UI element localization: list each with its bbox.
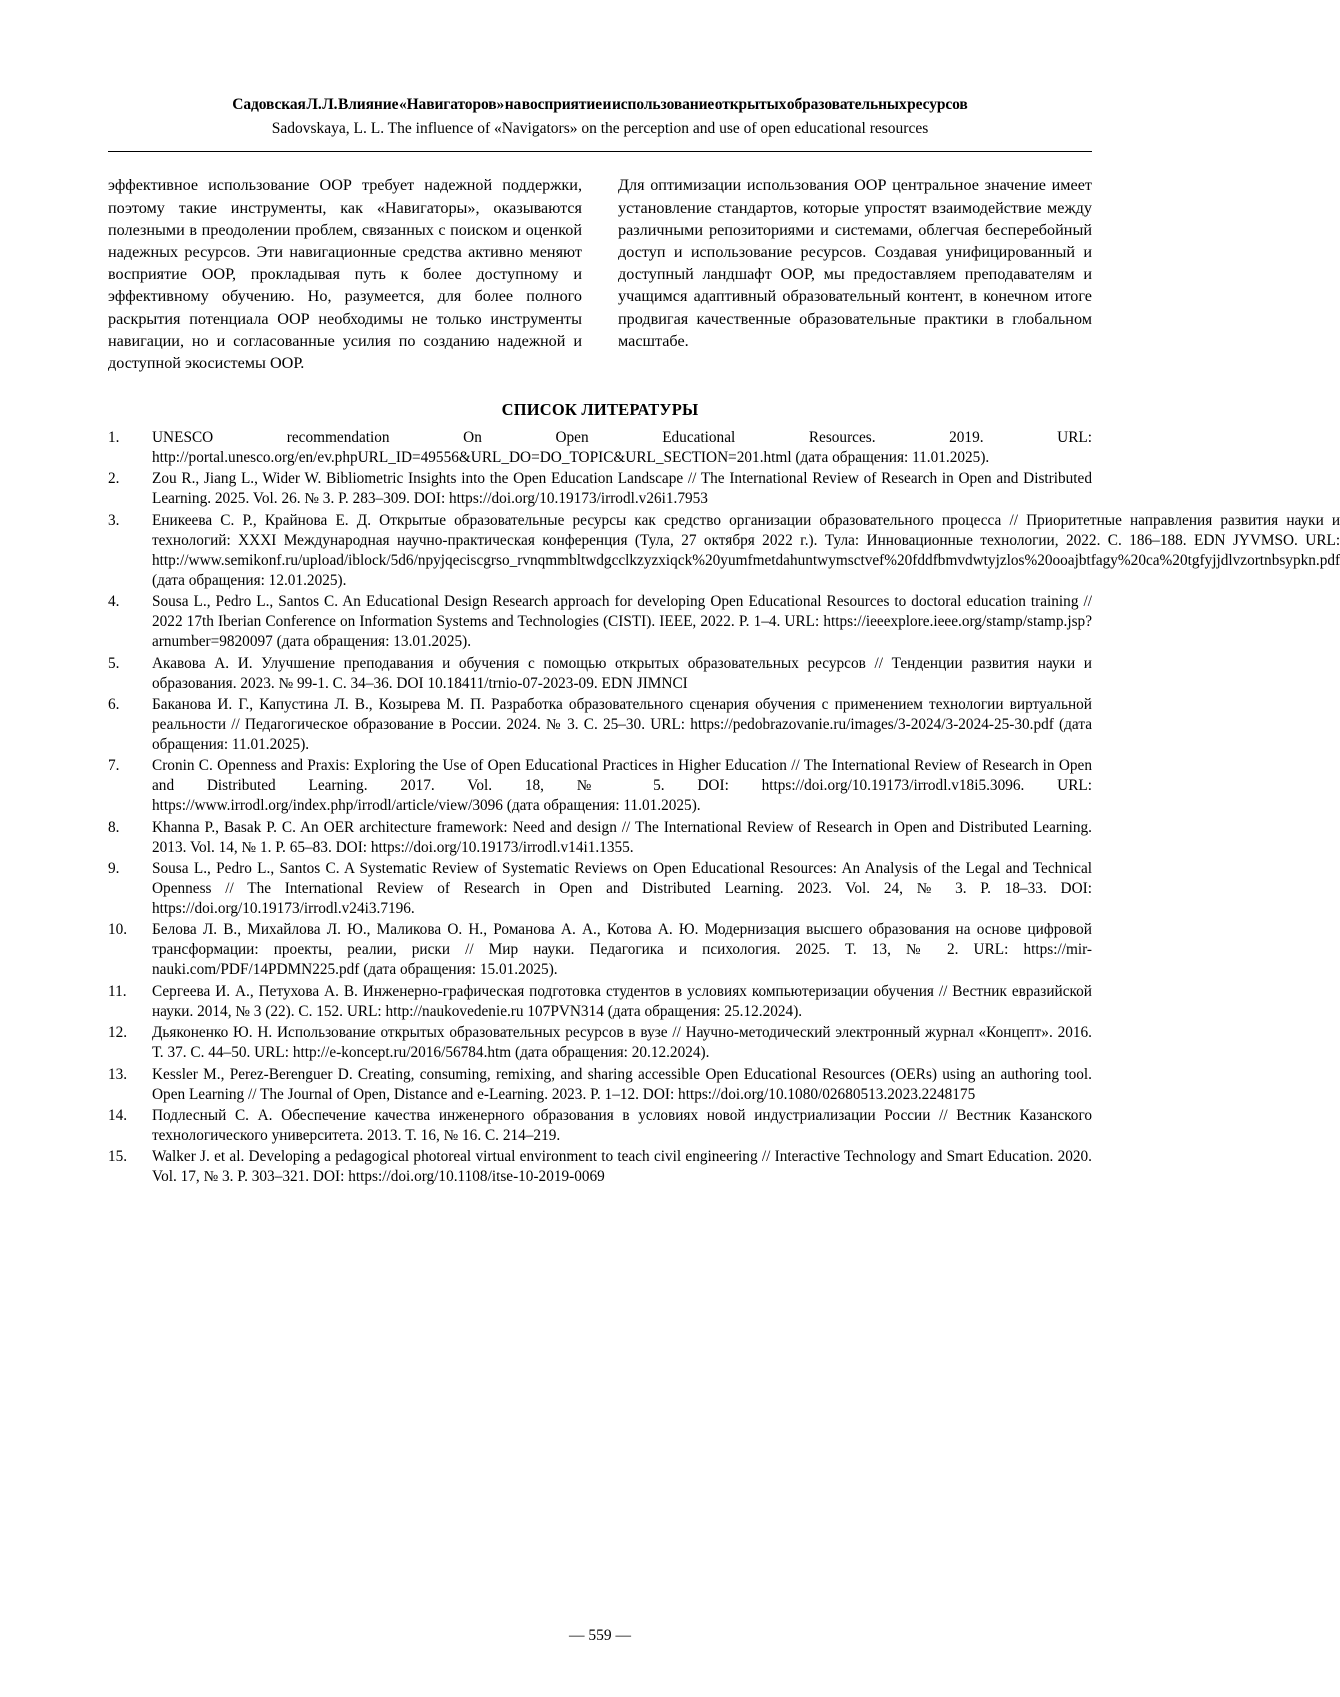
reference-text: Белова Л. В., Михайлова Л. Ю., Маликова О. Н., Романова А. А., Котова А. Ю. Модернизация высшего образования на основе цифровой трансформации: проекты, реалии, риски // Мир науки. Педагогика и психология. 2025. Т. 13, № 2. URL: https://mir-nauki.com/PDF/14PDMN225.pdf (дата обращения: 15.01.2025). — [152, 921, 1092, 979]
reference-item — [108, 756, 1092, 816]
reference-item — [108, 695, 1092, 755]
body-column-right — [618, 174, 1092, 374]
body-columns — [108, 174, 1092, 374]
running-head-ru: Садовская Л. Л. Влияние «Навигаторов» на восприятие и использование открытых образовательных ресурсов — [232, 96, 968, 113]
running-head — [108, 95, 1092, 140]
reference-text: Акавова А. И. Улучшение преподавания и обучения с помощью открытых образовательных ресурсов // Тенденции развития науки и образования. 2023. № 99-1. С. 34–36. DOI 10.18411/trnio-07-2023-09. EDN JIMNCI — [152, 654, 1092, 692]
reference-item — [108, 592, 1092, 652]
reference-number: 8. — [108, 818, 120, 836]
reference-number: 12. — [108, 1024, 128, 1042]
reference-text: Zou R., Jiang L., Wider W. Bibliometric Insights into the Open Education Landscape // The International Review of Research in Open and Distributed Learning. 2025. Vol. 26. № 3. P. 283–309. DOI: https://doi.org/10.19173/irrodl.v26i1.7953 — [152, 470, 1092, 508]
reference-item — [108, 1023, 1092, 1063]
page-footer — [0, 1627, 1200, 1645]
reference-number: 6. — [108, 695, 120, 713]
reference-number: 1. — [108, 429, 120, 447]
reference-number: 10. — [108, 921, 128, 939]
references-heading: СПИСОК ЛИТЕРАТУРЫ — [501, 400, 699, 420]
reference-number: 5. — [108, 654, 120, 672]
reference-item — [108, 982, 1092, 1022]
body-paragraph-left: эффективное использование ООР требует надежной поддержки, поэтому такие инструменты, как «Навигаторы», оказываются полезными в преодолении проблем, связанных с поиском и оценкой надежных ресурсов. Эти навигационные средства активно меняют восприятие ООР, прокладывая путь к более доступному и эффективному обучению. Но, разумеется, для более полного раскрытия потенциала ООР необходимы не только инструменты навигации, но и согласованные усилия по созданию надежной и доступной экосистемы ООР. — [108, 176, 582, 372]
page-number: — 559 — — [569, 1627, 631, 1644]
reference-number: 2. — [108, 470, 120, 488]
reference-text: Kessler M., Perez-Berenguer D. Creating, consuming, remixing, and sharing accessible Open Educational Resources (OERs) using an authoring tool. Open Learning // The Journal of Open, Distance and e-Learning. 2023. P. 1–12. DOI: https://doi.org/10.1080/02680513.2023.2248175 — [152, 1065, 1092, 1103]
reference-item — [108, 859, 1092, 919]
reference-number: 3. — [108, 511, 120, 529]
reference-text: Khanna P., Basak P. C. An OER architecture framework: Need and design // The International Review of Research in Open and Distributed Learning. 2013. Vol. 14, № 1. P. 65–83. DOI: https://doi.org/10.19173/irrodl.v14i1.1355. — [152, 818, 1092, 856]
reference-text: Дьяконенко Ю. Н. Использование открытых образовательных ресурсов в вузе // Научно-методический электронный журнал «Концепт». 2016. Т. 37. С. 44–50. URL: http://e-koncept.ru/2016/56784.htm (дата обращения: 20.12.2024). — [152, 1024, 1092, 1062]
references-list — [108, 428, 1340, 1187]
reference-text: Sousa L., Pedro L., Santos C. A Systematic Review of Systematic Reviews on Open Educational Resources: An Analysis of the Legal and Technical Openness // The International Review of Research in Open and Distributed Learning. 2023. Vol. 24, № 3. P. 18–33. DOI: https://doi.org/10.19173/irrodl.v24i3.7196. — [152, 860, 1092, 917]
running-head-en: Sadovskaya, L. L. The influence of «Navigators» on the perception and use of open educational resources — [271, 119, 929, 137]
reference-item — [108, 428, 1092, 468]
reference-text: Cronin C. Openness and Praxis: Exploring the Use of Open Educational Practices in Higher Education // The International Review of Research in Open and Distributed Learning. 2017. Vol. 18, № 5. DOI: https://doi.org/10.19173/irrodl.v18i5.3096. URL: https://www.irrodl.org/index.php/irrodl/article/view/3096 (дата обращения: 11.01.2025). — [152, 757, 1092, 815]
reference-text: Sousa L., Pedro L., Santos C. An Educational Design Research approach for developing Open Educational Resources to doctoral education training // 2022 17th Iberian Conference on Information Systems and Technologies (CISTI). IEEE, 2022. P. 1–4. URL: https://ieeexplore.ieee.org/stamp/stamp.jsp?arnumber=9820097 (дата обращения: 13.01.2025). — [152, 593, 1092, 651]
reference-item — [108, 511, 1340, 591]
reference-item — [108, 469, 1092, 509]
reference-text: Сергеева И. А., Петухова А. В. Инженерно-графическая подготовка студентов в условиях компьютеризации обучения // Вестник евразийской науки. 2014, № 3 (22). С. 152. URL: http://naukovedenie.ru 107PVN314 (дата обращения: 25.12.2024). — [152, 982, 1092, 1020]
reference-item — [108, 654, 1092, 694]
reference-number: 7. — [108, 757, 120, 775]
body-column-left — [108, 174, 582, 374]
reference-text: Подлесный С. А. Обеспечение качества инженерного образования в условиях новой индустриализации России // Вестник Казанского технологического университета. 2013. Т. 16, № 16. С. 214–219. — [152, 1107, 1092, 1144]
reference-item — [108, 1065, 1092, 1105]
reference-item — [108, 818, 1092, 858]
reference-item — [108, 920, 1092, 980]
reference-number: 13. — [108, 1065, 128, 1083]
reference-text: UNESCO recommendation On Open Educational Resources. 2019. URL: http://portal.unesco.org/en/ev.phpURL_ID=49556&URL_DO=DO_TOPIC&URL_SECTION=201.html (дата обращения: 11.01.2025). — [152, 429, 1092, 467]
reference-number: 4. — [108, 593, 120, 611]
header-divider — [108, 151, 1092, 152]
reference-number: 9. — [108, 860, 120, 878]
reference-number: 11. — [108, 982, 127, 1000]
reference-number: 14. — [108, 1107, 128, 1125]
reference-item — [108, 1147, 1092, 1187]
body-paragraph-right: Для оптимизации использования ООР центральное значение имеет установление стандартов, которые упростят взаимодействие между различными репозиториями и системами, облегчая бесперебойный доступ и использование ресурсов. Создавая унифицированный и доступный ландшафт ООР, мы предоставляем преподавателям и учащимся адаптивный образовательный контент, в конечном итоге продвигая качественные образовательные практики в глобальном масштабе. — [618, 176, 1092, 350]
reference-text: Баканова И. Г., Капустина Л. В., Козырева М. П. Разработка образовательного сценария обучения с применением технологии виртуальной реальности // Педагогическое образование в России. 2024. № 3. С. 25–30. URL: https://pedobrazovanie.ru/images/3-2024/3-2024-25-30.pdf (дата обращения: 11.01.2025). — [152, 695, 1092, 753]
reference-text: Еникеева С. Р., Крайнова Е. Д. Открытые образовательные ресурсы как средство организации образовательного процесса // Приоритетные направления развития науки и технологий: XXXI Международная научно-практическая конференция (Тула, 27 октября 2022 г.). Тула: Инновационные технологии, 2022. С. 186–188. EDN JYVMSO. URL: http://www.semikonf.ru/upload/iblock/5d6/npyjqeciscgrso_rvnqmmbltwdgcclkzyzxiqck%20yumfmetdahuntwymsctvef%20fddfbmvdwtyjzlos%20ooajbtfagy%20ca%20tgfyjjdlvzortnbsypkn.pdf (дата обращения: 12.01.2025). — [152, 511, 1340, 589]
reference-text: Walker J. et al. Developing a pedagogical photoreal virtual environment to teach civil engineering // Interactive Technology and Smart Education. 2020. Vol. 17, № 3. P. 303–321. DOI: https://doi.org/10.1108/itse-10-2019-0069 — [152, 1148, 1092, 1186]
reference-item — [108, 1106, 1092, 1146]
reference-number: 15. — [108, 1148, 128, 1166]
